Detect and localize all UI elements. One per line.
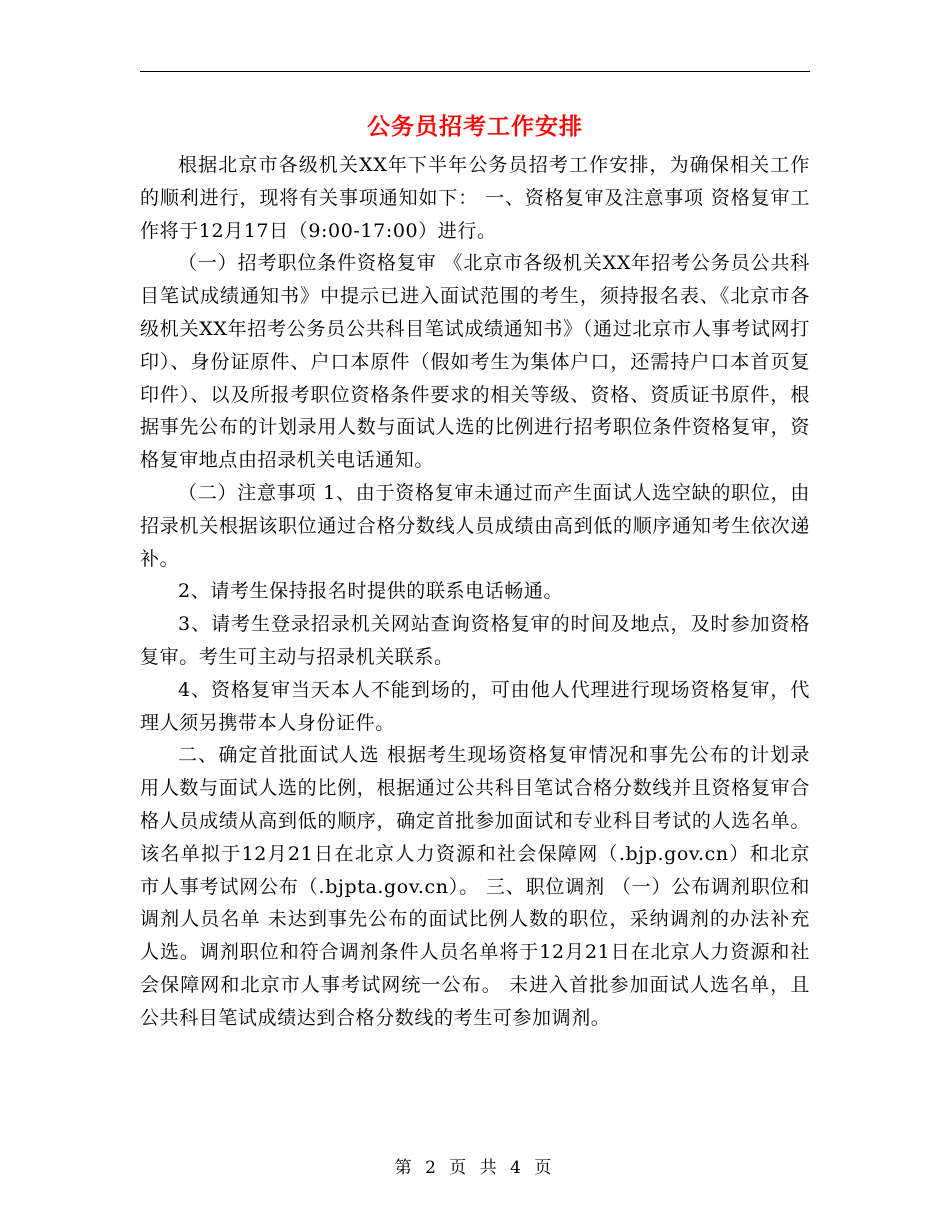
document-title: 公务员招考工作安排 (367, 114, 583, 140)
document-body (140, 149, 810, 1035)
paragraph-intro: 根据北京市各级机关XX年下半年公务员招考工作安排，为确保相关工作的顺利进行，现将有关事项通知如下： 一、资格复审及注意事项 资格复审工作将于12月17日（9:00-17:00）进行。 (140, 154, 810, 242)
paragraph-note-2: 2、请考生保持报名时提供的联系电话畅通。 (178, 580, 564, 603)
paragraph-interview-selection: 二、确定首批面试人选 根据考生现场资格复审情况和事先公布的计划录用人数与面试人选的比例，根据通过公共科目笔试合格分数线并且资格复审合格人员成绩从高到低的顺序，确定首批参加面试和专业科目考试的人选名单。该名单拟于12月21日在北京人力资源和社会保障网（.bjp.gov.cn）和北京市人事考试网公布（.bjpta.gov.cn）。 三、职位调剂 （一）公布调剂职位和调剂人员名单 未达到事先公布的面试比例人数的职位，采纳调剂的办法补充人选。调剂职位和符合调剂条件人员名单将于12月21日在北京人力资源和社会保障网和北京市人事考试网统一公布。 未进入首批参加面试人选名单，且公共科目笔试成绩达到合格分数线的考生可参加调剂。 (140, 744, 810, 1029)
page-number-footer: 第 2 页 共 4 页 (394, 1158, 556, 1178)
paragraph-note-3: 3、请考生登录招录机关网站查询资格复审的时间及地点，及时参加资格复审。考生可主动与招录机关联系。 (140, 613, 810, 668)
header-rule (140, 71, 810, 72)
paragraph-notes: （二）注意事项 1、由于资格复审未通过而产生面试人选空缺的职位，由招录机关根据该职位通过合格分数线人员成绩由高到低的顺序通知考生依次递补。 (140, 481, 810, 570)
paragraph-note-4: 4、资格复审当天本人不能到场的，可由他人代理进行现场资格复审，代理人须另携带本人身份证件。 (140, 678, 810, 734)
paragraph-qualification-review: （一）招考职位条件资格复审 《北京市各级机关XX年招考公务员公共科目笔试成绩通知书》中提示已进入面试范围的考生，须持报名表、《北京市各级机关XX年招考公务员公共科目笔试成绩通知书》（通过北京市人事考试网打印）、身份证原件、户口本原件（假如考生为集体户口，还需持户口本首页复印件）、以及所报考职位资格条件要求的相关等级、资格、资质证书原件，根据事先公布的计划录用人数与面试人选的比例进行招考职位条件资格复审，资格复审地点由招录机关电话通知。 (140, 252, 810, 472)
